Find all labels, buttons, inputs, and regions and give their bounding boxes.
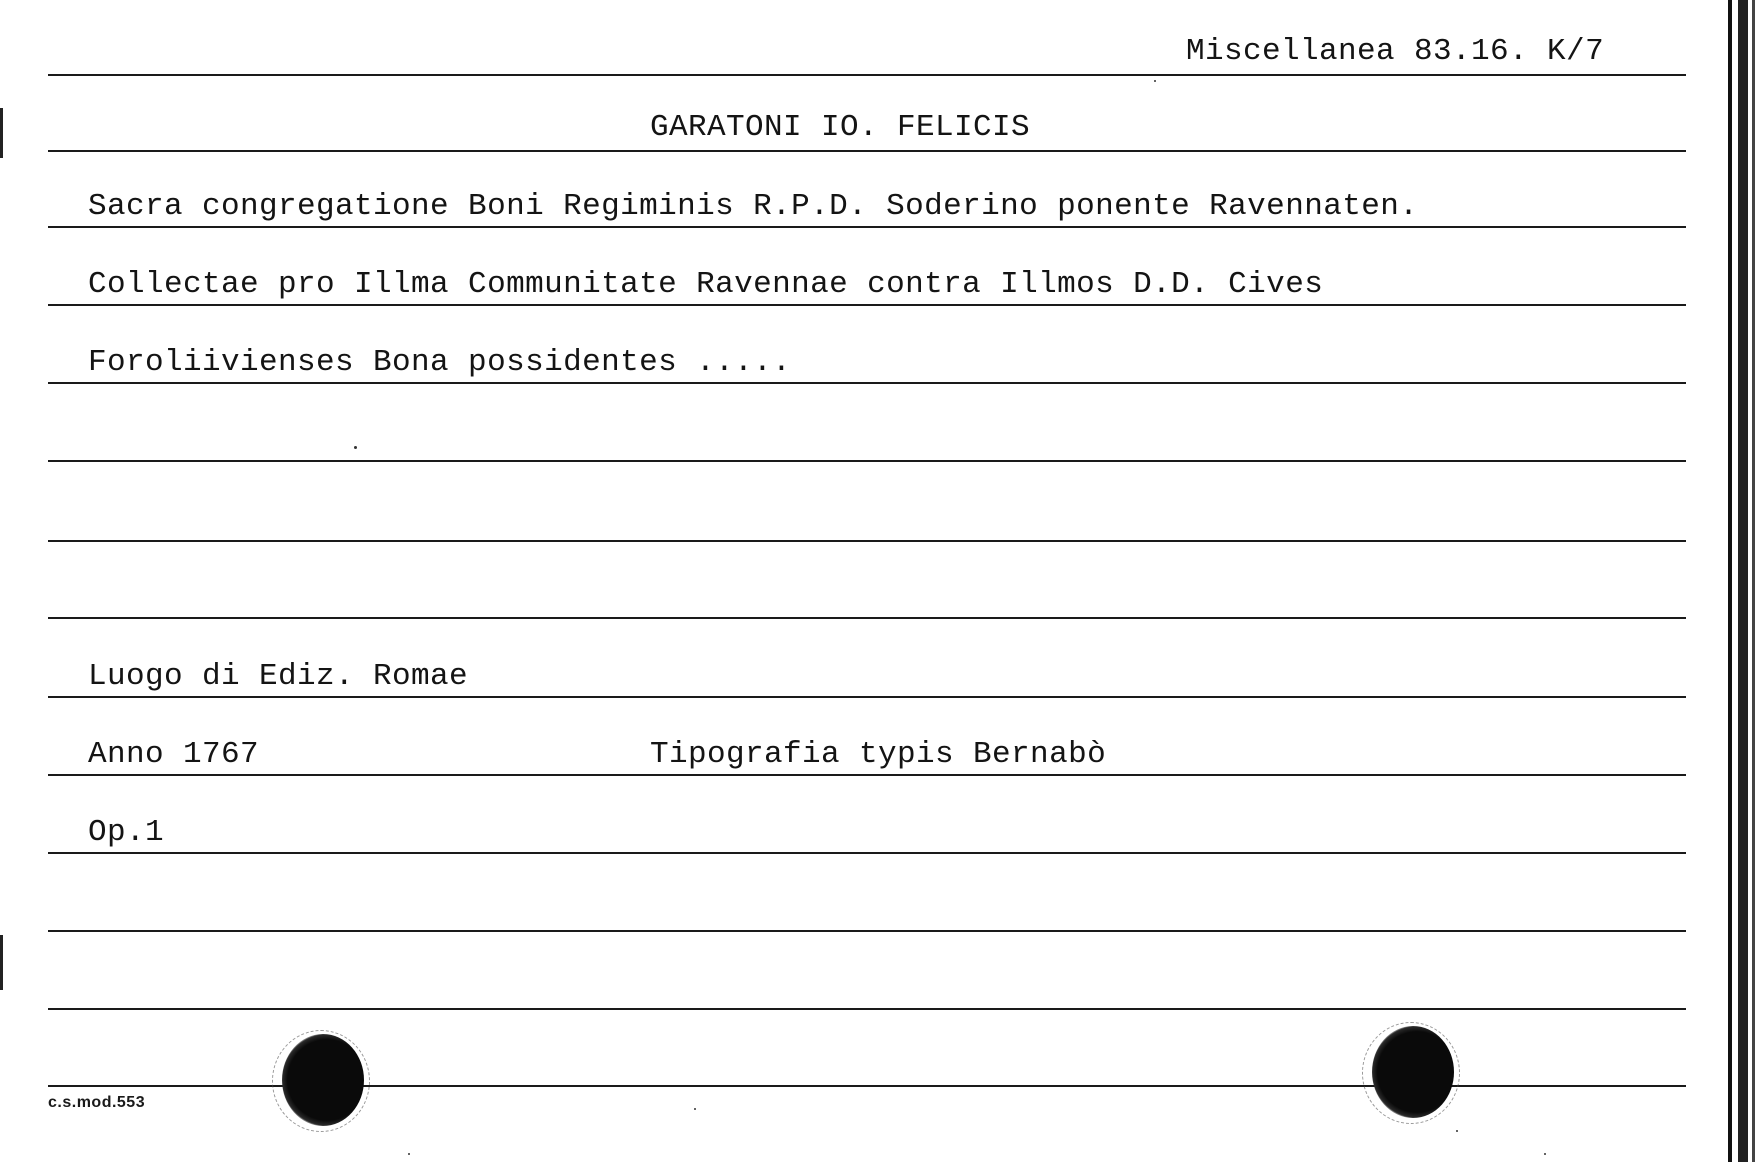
ruled-line <box>48 1008 1686 1010</box>
card-right-edge <box>1728 0 1732 1162</box>
form-code: c.s.mod.553 <box>48 1094 146 1111</box>
ruled-line <box>48 540 1686 542</box>
punch-hole-right <box>1372 1026 1454 1118</box>
title-line-3: Foroliivienses Bona possidentes ..... <box>88 345 792 380</box>
title-line-1: Sacra congregatione Boni Regiminis R.P.D. Soderino ponente Ravennaten. <box>88 189 1419 224</box>
ruled-line <box>48 696 1686 698</box>
opus-number: Op.1 <box>88 815 165 850</box>
scan-speck <box>1544 1153 1546 1155</box>
left-edge-mark <box>0 108 3 158</box>
printer: Tipografia typis Bernabò <box>650 737 1107 772</box>
ruled-line <box>48 304 1686 306</box>
scan-speck <box>354 446 357 449</box>
author-heading: GARATONI IO. FELICIS <box>650 110 1031 145</box>
ruled-line <box>48 382 1686 384</box>
ruled-line <box>48 460 1686 462</box>
card-right-edge-outer <box>1752 0 1755 1162</box>
place-of-publication: Luogo di Ediz. Romae <box>88 659 469 694</box>
ruled-line <box>48 74 1686 76</box>
card-right-edge-shadow <box>1738 0 1748 1162</box>
scan-speck <box>694 1108 696 1110</box>
ruled-line <box>48 617 1686 619</box>
shelfmark: Miscellanea 83.16. K/7 <box>1186 34 1605 69</box>
title-line-2: Collectae pro Illma Communitate Ravennae contra Illmos D.D. Cives <box>88 267 1324 302</box>
scan-speck <box>408 1153 410 1155</box>
ruled-line <box>48 930 1686 932</box>
left-edge-mark <box>0 935 3 990</box>
scan-speck <box>1154 80 1156 82</box>
punch-hole-left <box>282 1034 364 1126</box>
ruled-line <box>48 226 1686 228</box>
ruled-line <box>48 774 1686 776</box>
ruled-line <box>48 150 1686 152</box>
publication-year: Anno 1767 <box>88 737 260 772</box>
scan-speck <box>1456 1130 1458 1132</box>
ruled-line <box>48 852 1686 854</box>
